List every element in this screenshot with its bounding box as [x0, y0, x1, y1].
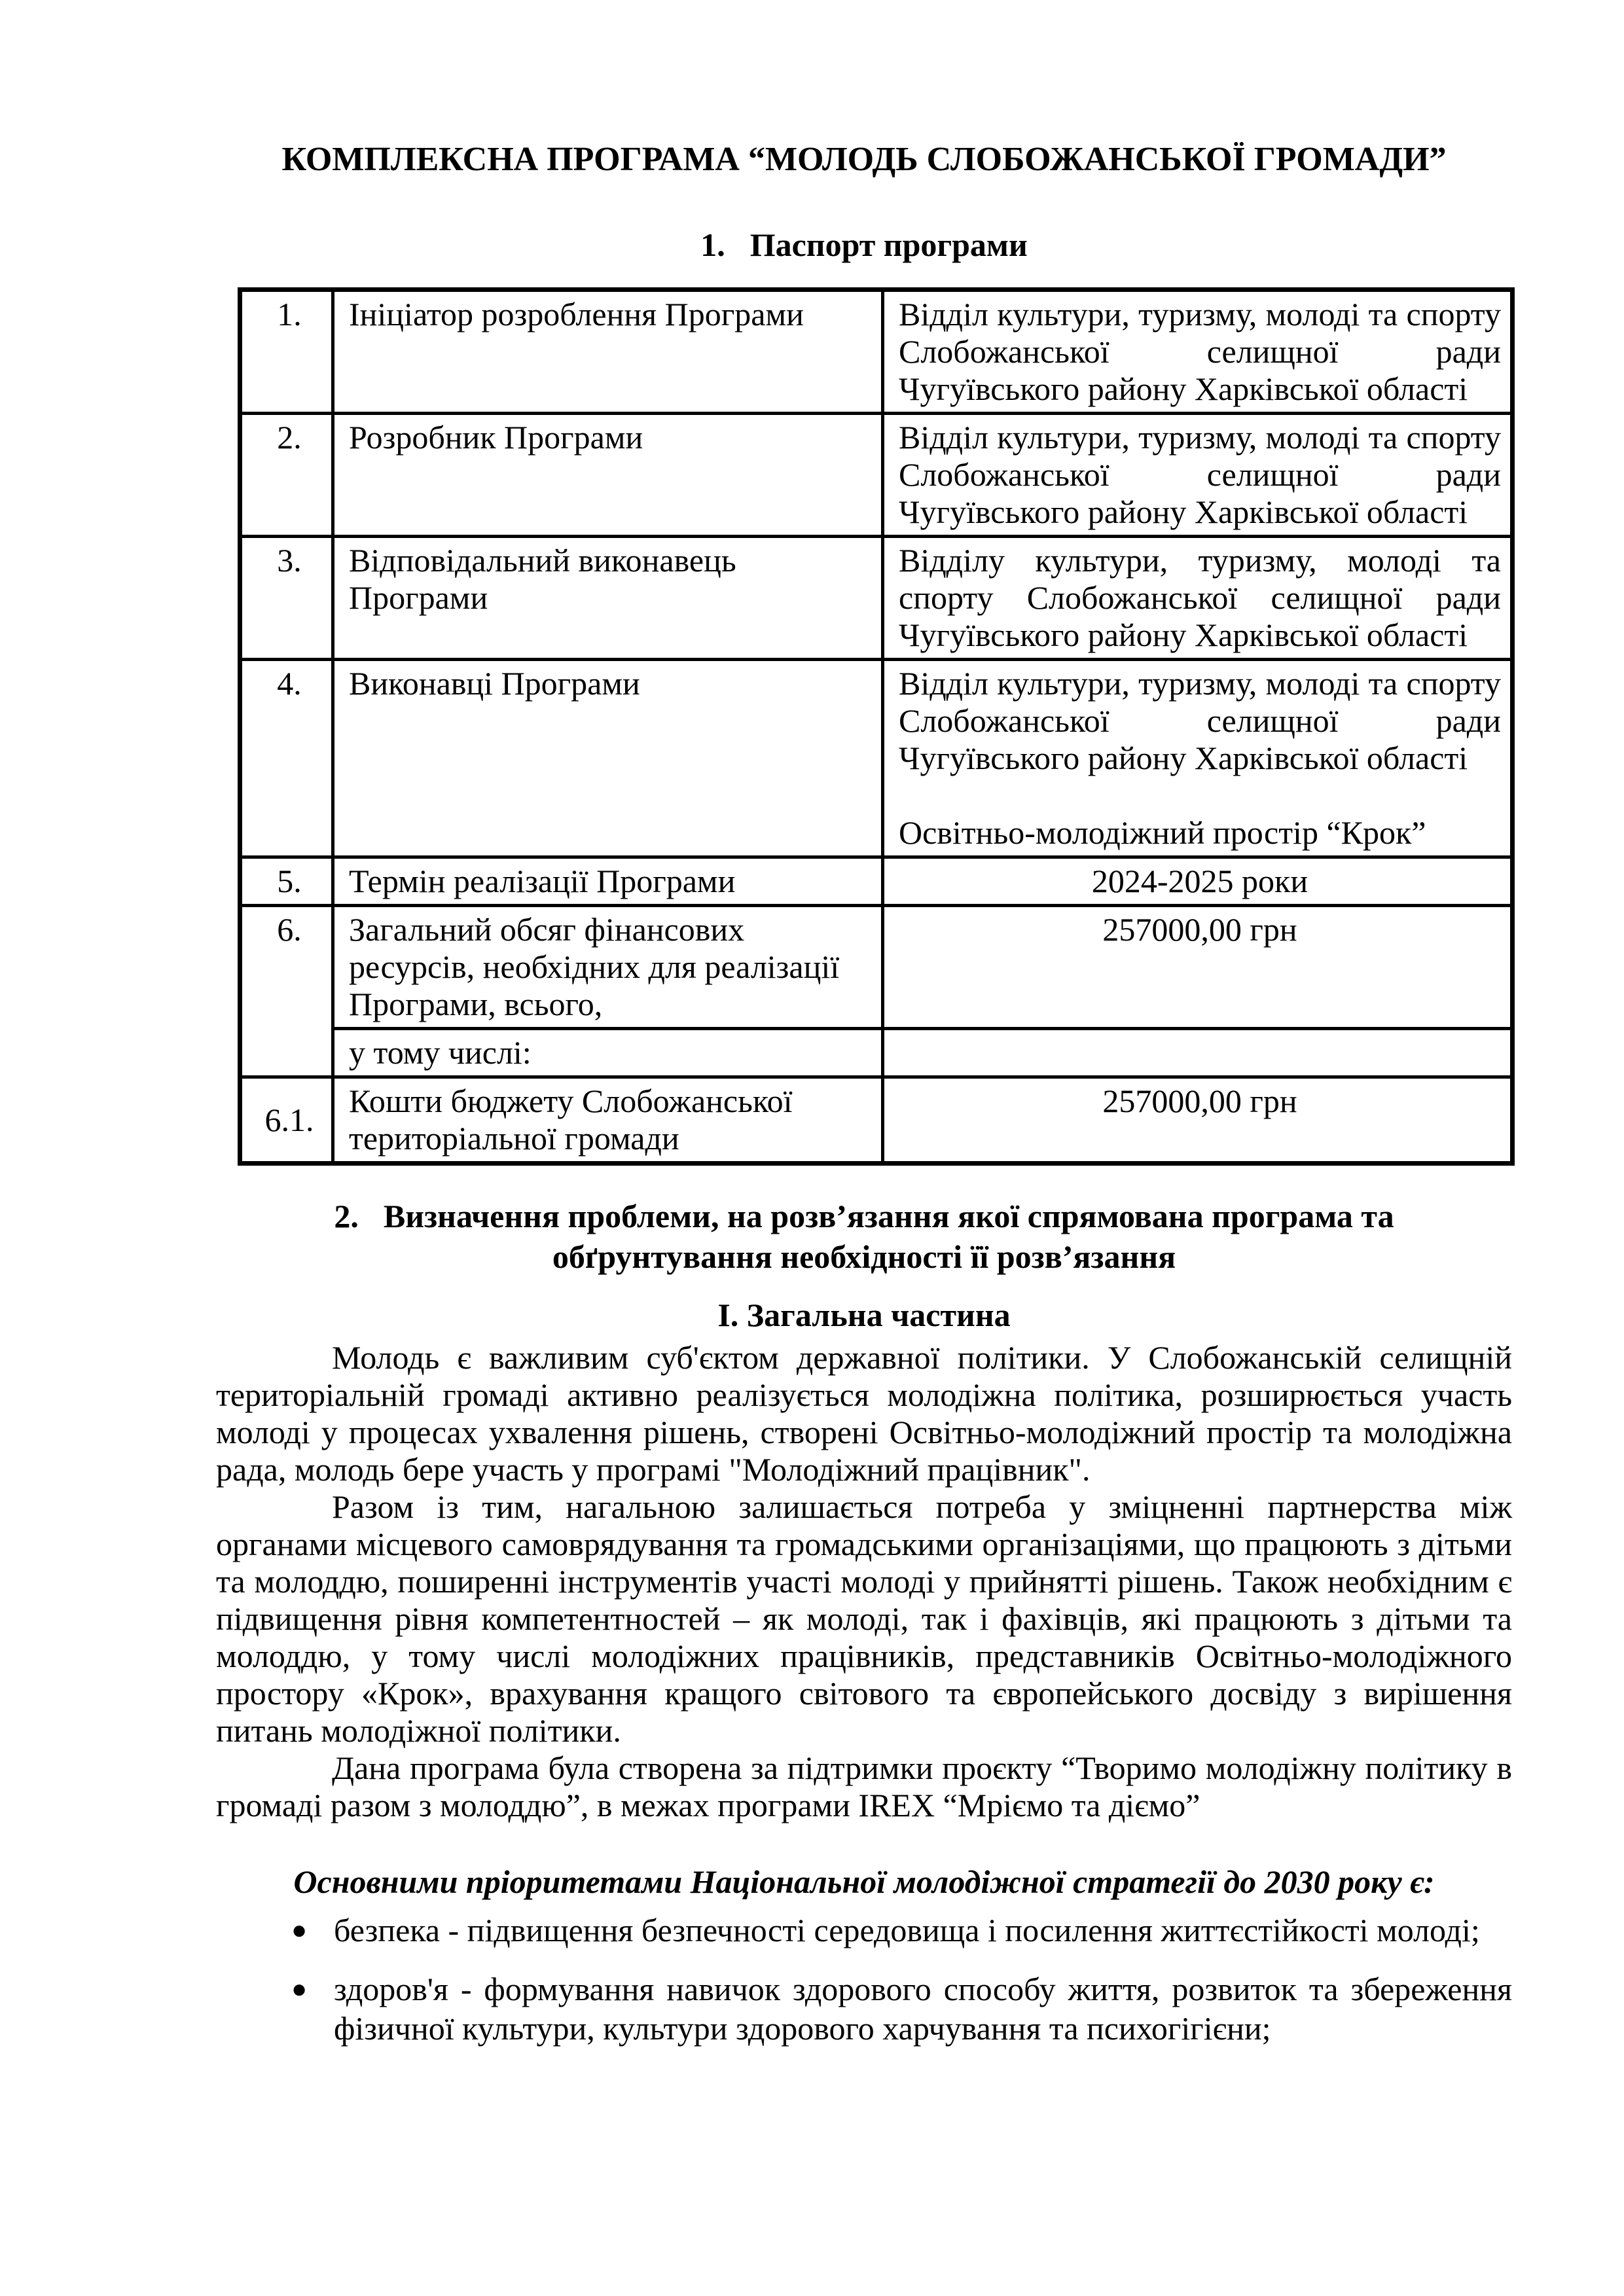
row-value-cell [883, 660, 1513, 857]
table-row [240, 660, 1513, 857]
paragraph: Молодь є важливим суб'єктом державної політики. У Слобожанській селищній територіальній громаді активно реалізується молодіжна політика, розширюється участь молоді у процесах ухвалення рішень, створені Освітньо-молодіжний простір та молодіжна рада, молодь бере участь у програмі "Молодіжний працівник". [216, 1339, 1512, 1488]
bullet-icon: ● [291, 1974, 308, 2003]
paragraph: Дана програма була створена за підтримки проєкту “Творимо молодіжну політику в громаді разом з молоддю”, в межах програми IREX “Мріємо та діємо” [216, 1749, 1512, 1823]
row-value-cell: 257000,00 грн [883, 906, 1513, 1029]
row-label-cell: Виконавці Програми [333, 660, 883, 857]
passport-table [238, 287, 1515, 1166]
document-title: КОМПЛЕКСНА ПРОГРАМА “МОЛОДЬ СЛОБОЖАНСЬКОЇ ГРОМАДИ” [281, 141, 1447, 178]
table-row [240, 414, 1513, 537]
row-label-cell: Кошти бюджету Слобожанської територіальної громади [333, 1077, 883, 1164]
row-number-cell: 2. [240, 414, 333, 537]
section2-number: 2. [334, 1198, 359, 1234]
blank-line-spacer [899, 777, 1501, 814]
row-label-cell: Ініціатор розроблення Програми [333, 290, 883, 414]
table-row [240, 857, 1513, 906]
section2-heading-line2: обґрунтування необхідності її розв’язання [552, 1238, 1176, 1275]
table-row [240, 290, 1513, 414]
table-row [240, 537, 1513, 660]
executor-extra-text: Освітньо-молодіжний простір “Крок” [899, 814, 1426, 851]
row-value-cell: 2024-2025 роки [883, 857, 1513, 906]
row-value-cell: Відділ культури, туризму, молоді та спорту Слобожанської селищної ради Чугуївського району Харківської області [883, 290, 1513, 414]
row-number-cell: 4. [240, 660, 333, 857]
bullet-icon: ● [291, 1915, 308, 1945]
executor-main-text: Відділ культури, туризму, молоді та спорту Слобожанської селищної ради Чугуївського району Харківської області [899, 665, 1501, 776]
section1-heading-text: Паспорт програми [749, 226, 1028, 263]
row-value-cell: Відділу культури, туризму, молоді та спорту Слобожанської селищної ради Чугуївського району Харківської області [883, 537, 1513, 660]
row-label-cell: Відповідальний виконавець Програми [333, 537, 883, 660]
list-item-text: здоров'я - формування навичок здорового способу життя, розвиток та збереження фізичної культури, культури здорового харчування та психогігієни; [334, 1971, 1512, 2047]
row-number-cell: 5. [240, 857, 333, 906]
row-number-cell: 3. [240, 537, 333, 660]
list-item-text: безпека - підвищення безпечності середовища і посилення життєстійкості молоді; [334, 1912, 1480, 1948]
table-row [240, 1077, 1513, 1164]
row-value-cell [883, 1029, 1513, 1077]
paragraph: Разом із тим, нагальною залишається потреба у зміцненні партнерства між органами місцевого самоврядування та громадськими організаціями, що працюють з дітьми та молоддю, поширенні інструментів участі молоді у прийнятті рішень. Також необхідним є підвищення рівня компетентностей – як молоді, так і фахівців, які працюють з дітьми та молоддю, у тому числі молодіжних працівників, представників Освітньо-молодіжного простору «Крок», врахування кращого світового та європейського досвіду з вирішення питань молодіжної політики. [216, 1488, 1512, 1749]
priorities-heading: Основними пріоритетами Національної молодіжної стратегії до 2030 року є: [293, 1863, 1435, 1900]
section1-heading [216, 226, 1512, 264]
priorities-list [216, 1910, 1512, 2048]
general-part-subheading: І. Загальна частина [717, 1297, 1011, 1333]
row-label-cell: Термін реалізації Програми [333, 857, 883, 906]
section2-heading [216, 1196, 1512, 1277]
section2-heading-text1: Визначення проблеми, на розв’язання якої спрямована програма та [383, 1198, 1394, 1234]
row-label-cell: у тому числі: [333, 1029, 883, 1077]
row-value-cell: Відділ культури, туризму, молоді та спорту Слобожанської селищної ради Чугуївського району Харківської області [883, 414, 1513, 537]
list-item [291, 1910, 1512, 1950]
table-row [240, 1029, 1513, 1077]
row-number-cell: 6.1. [240, 1077, 333, 1164]
row-number-cell: 1. [240, 290, 333, 414]
section2-heading-line1 [216, 1196, 1512, 1236]
list-item [291, 1969, 1512, 2048]
row-number-cell: 6. [240, 906, 333, 1077]
table-row [240, 906, 1513, 1029]
row-label-cell: Загальний обсяг фінансових ресурсів, необхідних для реалізації Програми, всього, [333, 906, 883, 1029]
section1-number: 1. [700, 226, 725, 263]
row-value-cell: 257000,00 грн [883, 1077, 1513, 1164]
row-label-cell: Розробник Програми [333, 414, 883, 537]
